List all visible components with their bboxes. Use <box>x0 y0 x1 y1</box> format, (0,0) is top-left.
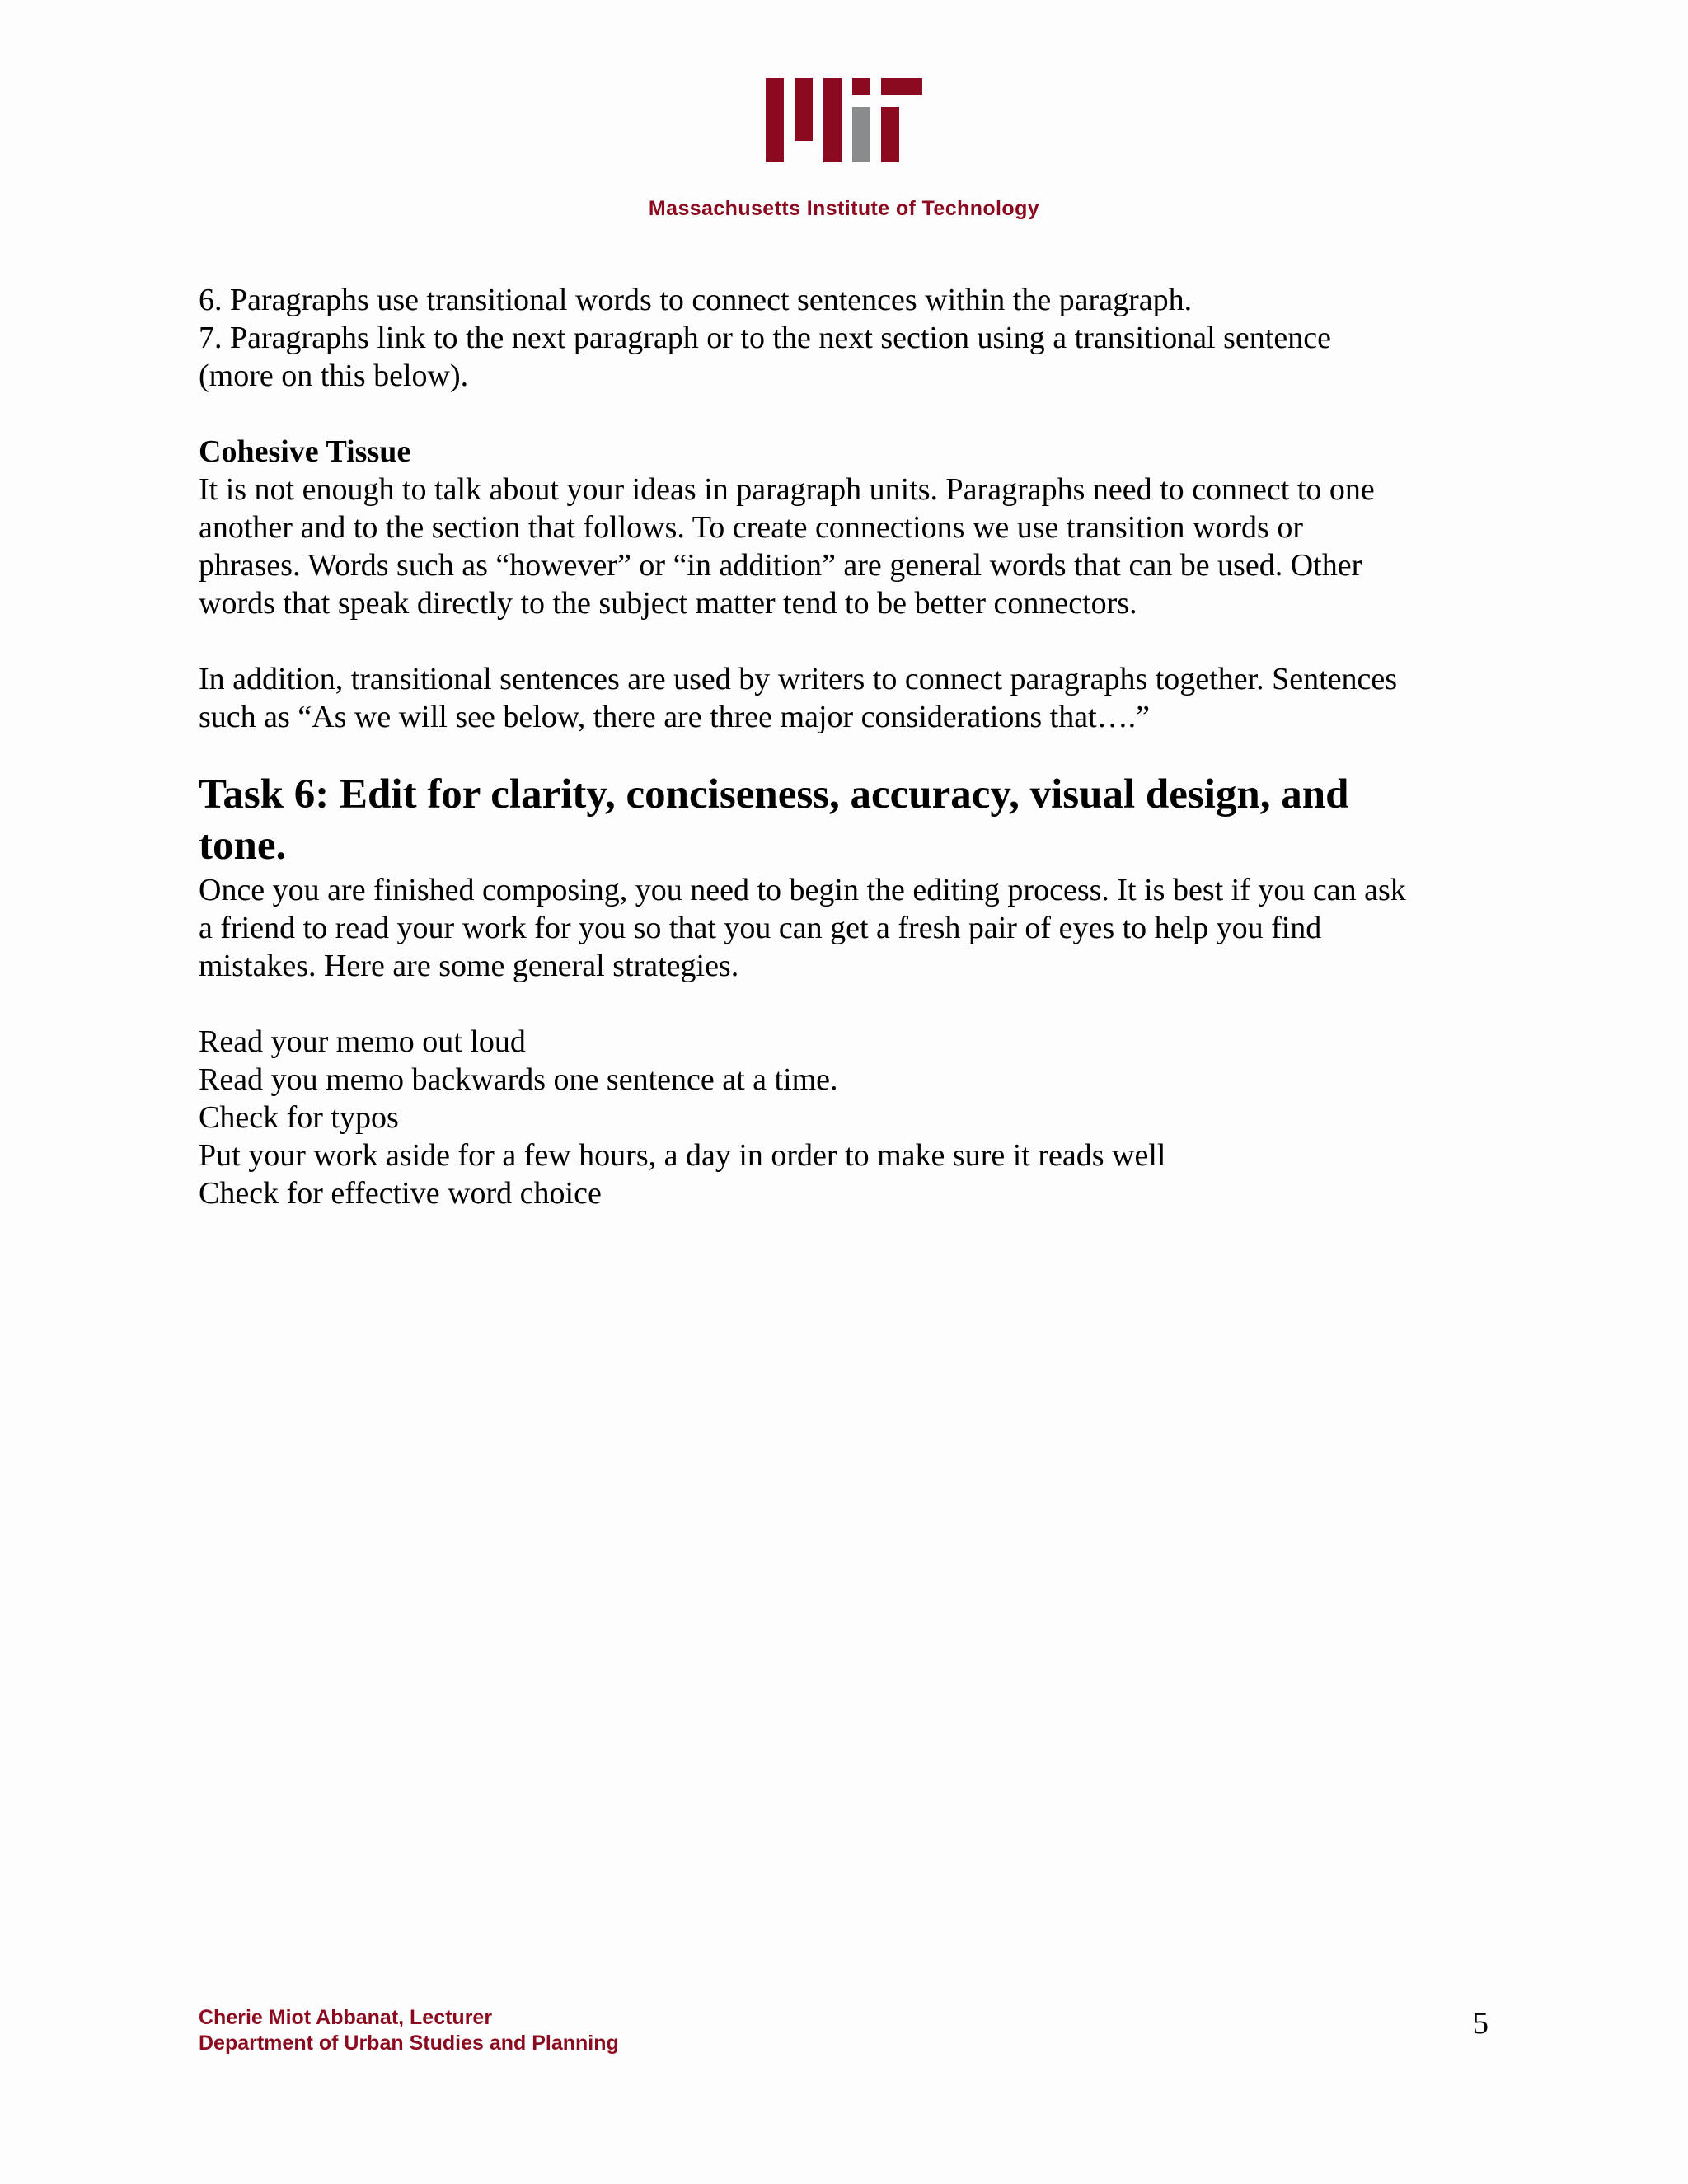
paragraph-line: such as “As we will see below, there are three major considerations that….” <box>199 700 1151 734</box>
paragraph-line: words that speak directly to the subject matter tend to be better connectors. <box>199 586 1137 621</box>
strategy-item: Read your memo out loud <box>199 1024 526 1059</box>
page-number: 5 <box>1473 2006 1489 2041</box>
strategy-item: Read you memo backwards one sentence at a time. <box>199 1062 838 1097</box>
section-heading-cohesive-tissue: Cohesive Tissue <box>199 434 411 469</box>
paragraph-line: It is not enough to talk about your ideas in paragraph units. Paragraphs need to connect to one <box>199 472 1375 507</box>
list-item-continuation: (more on this below). <box>199 359 469 393</box>
paragraph-line: a friend to read your work for you so that you can get a fresh pair of eyes to help you find <box>199 911 1322 945</box>
page-footer <box>199 2005 619 2056</box>
strategy-item: Check for typos <box>199 1100 399 1135</box>
page-header <box>0 78 1688 221</box>
paragraph-line: Once you are finished composing, you need to begin the editing process. It is best if you can ask <box>199 873 1406 907</box>
paragraph-line: In addition, transitional sentences are used by writers to connect paragraphs together. Sentences <box>199 662 1398 696</box>
paragraph-line: phrases. Words such as “however” or “in addition” are general words that can be used. Other <box>199 548 1362 583</box>
strategy-item: Put your work aside for a few hours, a day in order to make sure it reads well <box>199 1138 1166 1173</box>
strategy-item: Check for effective word choice <box>199 1176 602 1211</box>
list-item: 6. Paragraphs use transitional words to connect sentences within the paragraph. <box>199 283 1193 317</box>
footer-department: Department of Urban Studies and Planning <box>199 2032 619 2055</box>
mit-logo <box>766 78 922 162</box>
paragraph-line: another and to the section that follows. To create connections we use transition words or <box>199 510 1304 545</box>
main-content <box>199 281 1493 1212</box>
footer-author: Cherie Miot Abbanat, Lecturer <box>199 2006 493 2029</box>
institution-name: Massachusetts Institute of Technology <box>648 197 1040 220</box>
task-heading: Task 6: Edit for clarity, conciseness, accuracy, visual design, and <box>199 771 1349 818</box>
paragraph-line: mistakes. Here are some general strategies. <box>199 949 739 983</box>
task-heading-continuation: tone. <box>199 823 287 869</box>
list-item: 7. Paragraphs link to the next paragraph or to the next section using a transitional sentence <box>199 321 1331 355</box>
